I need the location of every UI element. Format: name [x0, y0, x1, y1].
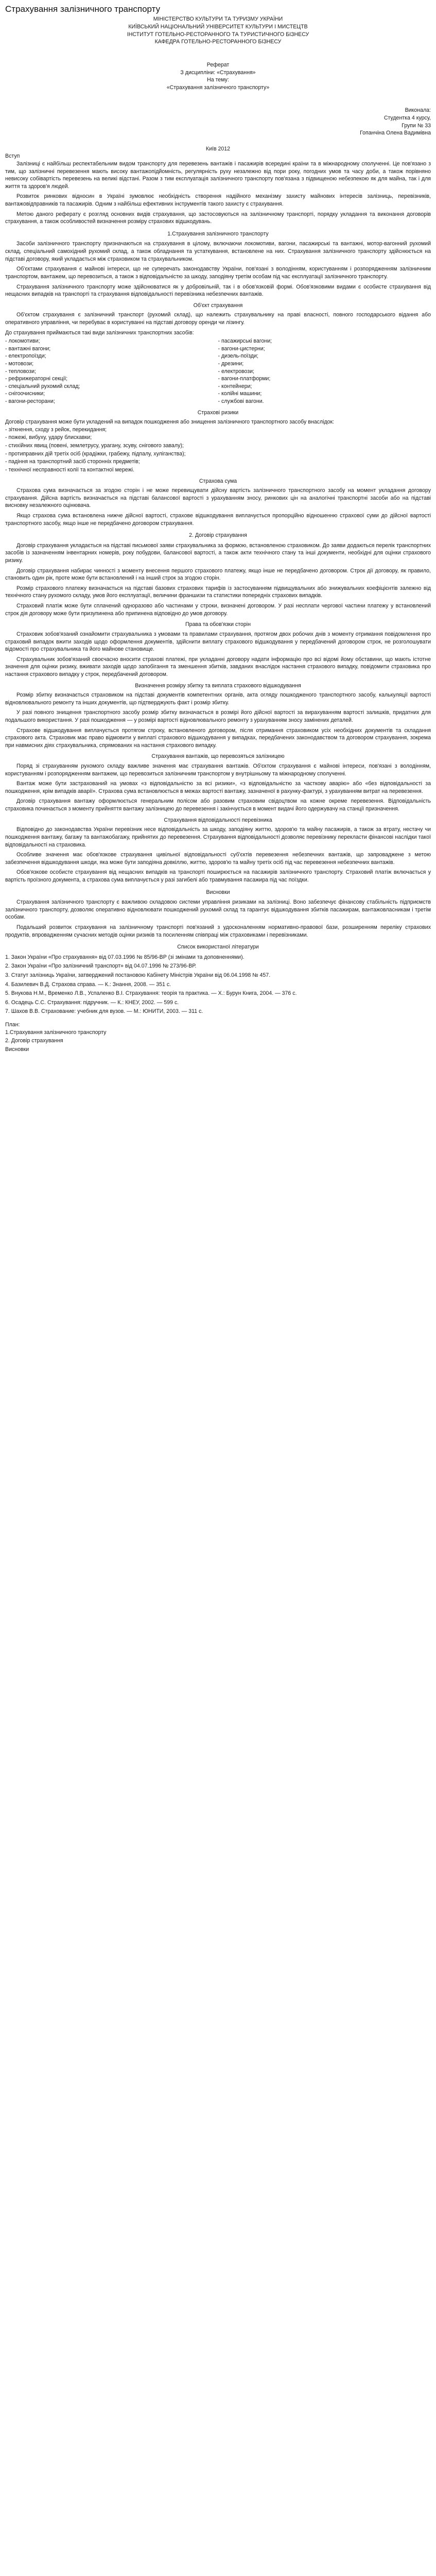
referat-line: З дисципліни: «Страхування» [180, 69, 256, 76]
list-row [5, 368, 431, 376]
list-item: - електровози; [218, 368, 254, 375]
list-item: - дизель-поїзди; [218, 353, 258, 360]
list-item: - вагони-ресторани; [5, 398, 55, 405]
paragraph: Договір страхування вантажу оформлюється генеральним полісом або разовим страховим свідоцтвом на кожне окреме перевезення. Відповідальність страховика починається з моменту прийняття вантажу залізницею до перевезення і закінчується в момент видачі його одержувачу на станції призначення. [5, 798, 431, 812]
paragraph: Подальший розвиток страхування на залізничному транспорті пов'язаний з удосконаленням нормативно-правової бази, розширенням переліку страхових продуктів, впровадженням сучасних методів оцінки ризиків та посиленням співпраці між страховиками і перевізниками. [5, 924, 431, 938]
subsection-heading: Страхова сума [199, 478, 237, 484]
references-list [5, 954, 431, 1015]
paragraph: Страхова сума визначається за згодою сторін і не може перевищувати дійсну вартість залізничного транспортного засобу на момент укладання договору страхування. Дійсна вартість визначається на підставі балансової вартості з урахуванням зносу, ринкових цін на аналогічні транспортні засоби або на підставі висновку незалежного оцінювача. [5, 487, 431, 509]
list-item: - вагони-цистерни; [218, 345, 265, 352]
author-line: Групи № 33 [402, 122, 431, 129]
list-item: - пасажирські вагони; [218, 338, 272, 345]
list-item: - падіння на транспортний засіб сторонніх предметів; [5, 459, 140, 465]
subsection-heading: Страхування вантажів, що перевозяться залізницею [151, 753, 285, 760]
list-item: - протиправних дій третіх осіб (крадіжки, грабежу, підпалу, хуліганства); [5, 450, 186, 457]
list-item: - снігоочисники; [5, 391, 45, 397]
list-item: - спеціальний рухомий склад; [5, 383, 80, 389]
paragraph: Страхування залізничного транспорту є важливою складовою системи управління ризиками на залізниці. Воно забезпечує фінансову стабільність підприємств залізничного транспорту, дозволяє оперативно відновлювати пошкоджений рухомий склад та гарантує відшкодування збитків пасажирам, вантажовласникам і третім особам. [5, 899, 431, 921]
paragraph: Обов'язкове особисте страхування від нещасних випадків на транспорті поширюється на пасажирів залізничного транспорту. Страховий платіж включається у вартість проїзного документа, а страхова сума виплачується у разі загибелі або травмування пасажира під час поїздки. [5, 869, 431, 883]
referat-line: Реферат [206, 61, 230, 68]
list-row [5, 360, 431, 368]
reference-item: 2. Закон України «Про залізничний транспорт» від 04.07.1996 № 273/96-ВР. [5, 963, 197, 970]
section-heading: 2. Договір страхування [189, 532, 247, 539]
paragraph: Вантаж може бути застрахований на умовах «з відповідальністю за всі ризики», «з відповідальністю за часткову аварію» або «без відповідальності за пошкодження, крім випадків аварії». Страхова сума встановлюється в межах вартості вантажу, зазначеної в рахунку-фактурі, з урахуванням витрат на перевезення. [5, 781, 431, 794]
risks-list [5, 426, 431, 474]
paragraph: Метою даного реферату є розгляд основних видів страхування, що застосовуються на залізничному транспорті, порядку укладання та виконання договорів страхування, а також особливостей визначення розміру страхових відшкодувань. [5, 211, 431, 225]
list-item: - вагони-платформи; [218, 376, 271, 382]
risks-intro: Договір страхування може бути укладений на випадок пошкодження або знищення залізничного транспортного засобу внаслідок: [5, 419, 335, 426]
header-line: КАФЕДРА ГОТЕЛЬНО-РЕСТОРАННОГО БІЗНЕСУ [154, 39, 282, 45]
list-item: - контейнери; [218, 383, 252, 389]
paragraph: Поряд зі страхуванням рухомого складу важливе значення має страхування вантажів. Об'єктом страхування є майнові інтереси, пов'язані з володінням, користуванням і розпорядженням вантажем, що перевозиться залізничним транспортом у внутрішньому та міжнародному сполученні. [5, 763, 431, 777]
paragraph: Засоби залізничного транспорту призначаються на страхування в цілому, включаючи локомотиви, вагони, пасажирські та вантажні, мотор-вагонний рухомий склад, спеціальний самохідний рухомий склад, а також обладнання та устаткування, встановлене на них. Страхування залізничного транспорту здійснюється на підставі договору, який укладається між страховиком та страхувальником. [5, 241, 431, 262]
referat-line: «Страхування залізничного транспорту» [166, 84, 270, 91]
author-line: Студентка 4 курсу, [383, 114, 431, 121]
header-line: ІНСТИТУТ ГОТЕЛЬНО-РЕСТОРАННОГО ТА ТУРИСТИЧНОГО БІЗНЕСУ [127, 31, 309, 38]
list-item: - вантажні вагони; [5, 345, 51, 352]
header-line: МІНІСТЕРСТВО КУЛЬТУРИ ТА ТУРИЗМУ УКРАЇНИ [153, 16, 283, 23]
list-item: - мотовози; [5, 361, 34, 367]
list-item: - колійні машини; [218, 391, 262, 397]
intro-section [5, 160, 431, 226]
paragraph: Об'єктами страхування є майнові інтереси, що не суперечать законодавству України, пов'язані з володінням, користуванням і розпорядженням залізничним транспортом, вантажем, що перевозиться, а також з відповідальністю за шкоду, заподіяну третім особам під час експлуатації залізничного транспорту. [5, 266, 431, 280]
paragraph: Залізниці є найбільш респектабельним видом транспорту для перевезень вантажів і пасажирів всередині країни та в міжнародному сполученні. Це пов'язано з тим, що залізничні перевезення мають високу вантажопідйомність, регулярність руху незалежно від пори року, погодних умов та часу доби, а також порівняно невисоку собівартість перевезень на великі відстані. Разом з тим експлуатація залізничного транспорту пов'язана з підвищеною небезпекою як для майна, так і для життя та здоров'я людей. [5, 160, 431, 190]
subsection-heading: Права та обов'язки сторін [185, 621, 251, 628]
paragraph: Якщо страхова сума встановлена нижче дійсної вартості, страхове відшкодування виплачується пропорційно відношенню страхової суми до дійсної вартості транспортного засобу, якщо інше не передбачено договором страхування. [5, 512, 431, 527]
list-row [5, 383, 431, 391]
toc-item: 2. Договір страхування [5, 1038, 63, 1044]
list-row [5, 352, 431, 360]
reference-item: 5. Внукова Н.М., Временко Л.В., Успаленко В.І. Страхування: теорія та практика. — Х.: Бурун Книга, 2004. — 376 с. [5, 990, 297, 997]
paragraph: Страхувальник зобов'язаний своєчасно вносити страхові платежі, при укладанні договору надати інформацію про всі відомі йому обставини, що мають істотне значення для оцінки ризику, вживати заходів щодо запобігання та зменшення збитків, завданих внаслідок настання страхового випадку, повідомити страховика про настання страхового випадку у строк, передбачений договором. [5, 656, 431, 677]
paragraph: Особливе значення має обов'язкове страхування цивільної відповідальності суб'єктів перевезення небезпечних вантажів, що запроваджене з метою забезпечення відшкодування шкоди, яка може бути заподіяна довкіллю, життю, здоров'ю та майну третіх осіб під час перевезення небезпечних вантажів. [5, 852, 431, 866]
paragraph: Об'єктом страхування є залізничний транспорт (рухомий склад), що належить страхувальнику на праві власності, повного господарського відання або оперативного управління, чи перебуває в користуванні на підставі договору оренди чи лізингу. [5, 312, 431, 326]
author-block [5, 107, 431, 137]
document-page [0, 0, 436, 1062]
subsection-heading: Страхові ризики [197, 409, 239, 416]
types-intro: До страхування приймаються такі види залізничних транспортних засобів: [5, 329, 194, 336]
vehicle-types-list [5, 337, 431, 405]
list-row [5, 337, 431, 345]
list-item: - службові вагони. [218, 398, 264, 405]
section-heading: 1.Страхування залізничного транспорту [167, 230, 269, 237]
paragraph: Страховик зобов'язаний ознайомити страхувальника з умовами та правилами страхування, протягом двох робочих днів з моменту отримання повідомлення про страховий випадок вжити заходів щодо оформлення документів, здійснити виплату страхового відшкодування у передбачений договором строк, не розголошувати відомості про страхувальника та його майнове становище. [5, 631, 431, 653]
list-item: - електропоїзди; [5, 353, 46, 360]
list-item: - технічної несправності колії та контактної мережі. [5, 466, 134, 473]
paragraph: Договір страхування укладається на підставі письмової заяви страхувальника за формою, встановленою страховиком. До заяви додаються перелік транспортних засобів із зазначенням інвентарних номерів, року побудови, балансової вартості, а також акти технічного стану та інші документи, необхідні для оцінки страхового ризику. [5, 542, 431, 564]
referat-line: На тему: [207, 77, 229, 83]
list-item: - тепловози; [5, 368, 37, 375]
paragraph: Страховий платіж може бути сплачений одноразово або частинами у строки, визначені договором. У разі несплати чергової частини платежу у встановлений строк дія договору може бути призупинена або припинена відповідно до умов договору. [5, 603, 431, 617]
list-item: - зіткнення, сходу з рейок, перекидання; [5, 426, 107, 433]
list-item: - пожежі, вибуху, удару блискавки; [5, 434, 92, 441]
paragraph: Страхування залізничного транспорту може здійснюватися як у добровільній, так і в обов'язковій формі. Обов'язковими видами є особисте страхування від нещасних випадків на транспорті та страхування відповідальності перевізника небезпечних вантажів. [5, 283, 431, 298]
toc-item: Висновки [5, 1046, 29, 1053]
list-item: - дрезини; [218, 361, 244, 367]
subsection-heading: Об'єкт страхування [193, 302, 243, 309]
subsection-heading: Визначення розміру збитку та виплата страхового відшкодування [135, 682, 301, 689]
author-line: Виконала: [405, 107, 431, 114]
institution-header [5, 15, 431, 45]
references-heading: Список використаної літератури [177, 944, 259, 951]
list-row [5, 390, 431, 398]
toc-heading: План: [5, 1022, 20, 1028]
list-row [5, 345, 431, 353]
header-line: КИЇВСЬКИЙ НАЦІОНАЛЬНИЙ УНІВЕРСИТЕТ КУЛЬТУРИ І МИСТЕЦТВ [128, 24, 308, 30]
reference-item: 7. Шахов В.В. Страхование: учебник для вузов. — М.: ЮНИТИ, 2003. — 311 с. [5, 1008, 203, 1015]
list-item: - стихійних явищ (повені, землетрусу, урагану, зсуву, снігового завалу); [5, 443, 184, 449]
city-year: Київ 2012 [205, 145, 231, 152]
referat-block [5, 61, 431, 91]
table-of-contents [5, 1029, 431, 1054]
paragraph: Договір страхування набирає чинності з моменту внесення першого страхового платежу, якщо інше не передбачено договором. Строк дії договору, як правило, становить один рік, проте може бути встановлений і на інший строк за згодою сторін. [5, 567, 431, 582]
intro-heading: Вступ [5, 153, 20, 160]
reference-item: 3. Статут залізниць України, затверджений постановою Кабінету Міністрів України від 06.04.1998 № 457. [5, 972, 271, 979]
subsection-heading: Страхування відповідальності перевізника [164, 817, 272, 823]
list-row [5, 398, 431, 405]
section-heading: Висновки [206, 889, 230, 895]
author-line: Гопанчіна Олена Вадимівна [360, 130, 431, 137]
paragraph: Розмір страхового платежу визначається на підставі базових страхових тарифів із застосуванням підвищувальних або знижувальних коефіцієнтів залежно від технічного стану рухомого складу, умов його експлуатації, величини франшизи та статистики попередніх страхових випадків. [5, 585, 431, 599]
reference-item: 4. Базилевич В.Д. Страхова справа. — К.: Знання, 2008. — 351 с. [5, 981, 171, 988]
paragraph: Розвиток ринкових відносин в Україні зумовлює необхідність створення надійного механізму захисту майнових інтересів залізниць, перевізників, вантажовідправників та пасажирів. Одним з найбільш ефективних інструментів такого захисту є страхування. [5, 193, 431, 208]
paragraph: Розмір збитку визначається страховиком на підставі документів компетентних органів, акта огляду пошкодженого транспортного засобу, калькуляції вартості відновлювального ремонту та інших документів, що підтверджують факт і розмір збитку. [5, 692, 431, 706]
list-item: - локомотиви; [5, 338, 40, 345]
document-title: Страхування залізничного транспорту [5, 4, 161, 14]
paragraph: У разі повного знищення транспортного засобу розмір збитку визначається в розмірі його дійсної вартості за вирахуванням вартості залишків, придатних для подальшого використання. У разі пошкодження — у розмірі вартості відновлювального ремонту з урахуванням зносу замінених деталей. [5, 709, 431, 723]
paragraph: Відповідно до законодавства України перевізник несе відповідальність за шкоду, заподіяну життю, здоров'ю та майну пасажирів, а також за втрату, нестачу чи пошкодження вантажу, багажу та вантажобагажу, прийнятих до перевезення. Страхування відповідальності дозволяє перевізнику перекласти фінансові наслідки такої відповідальності на страховика. [5, 826, 431, 848]
list-item: - рефрижераторні секції; [5, 376, 68, 382]
toc-item: 1.Страхування залізничного транспорту [5, 1029, 107, 1036]
list-row [5, 375, 431, 383]
reference-item: 1. Закон України «Про страхування» від 07.03.1996 № 85/96-ВР (зі змінами та доповненнями). [5, 954, 245, 960]
reference-item: 6. Осадець С.С. Страхування: підручник. — К.: КНЕУ, 2002. — 599 с. [5, 999, 179, 1006]
paragraph: Страхове відшкодування виплачується протягом строку, встановленого договором, після отримання страховиком усіх необхідних документів та складання страхового акта. Страховик має право відмовити у виплаті страхового відшкодування у випадках, передбачених законодавством та договором страхування, зокрема при навмисних діях страхувальника, спрямованих на настання страхового випадку. [5, 727, 431, 749]
